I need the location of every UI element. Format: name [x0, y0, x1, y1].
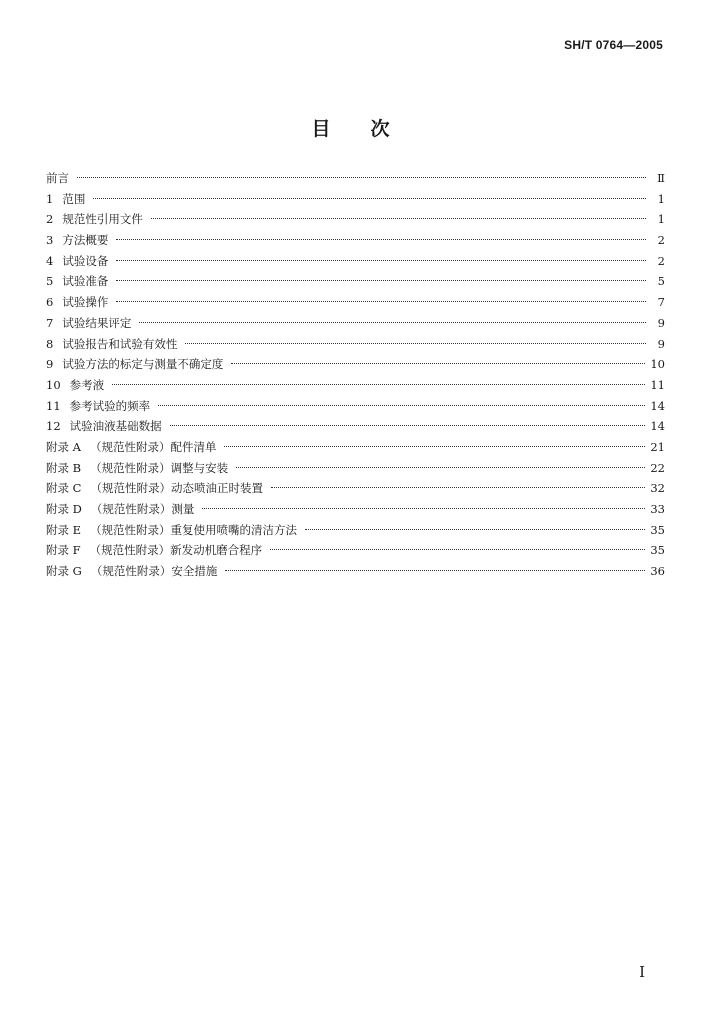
toc-entry-title: 试验方法的标定与测量不确定度	[62, 357, 224, 372]
toc-entry-number: 9	[46, 357, 54, 372]
toc-entry-page: 5	[657, 274, 665, 289]
page-title: 目次	[311, 118, 430, 140]
table-of-contents	[46, 168, 665, 582]
toc-entry-page: 33	[650, 502, 665, 516]
toc-leader-dots	[271, 487, 645, 488]
toc-entry-page: 2	[657, 233, 665, 248]
toc-entry-title: （规范性附录）测量	[90, 502, 195, 516]
toc-entry-title: 方法概要	[62, 233, 109, 248]
toc-entry-page: 9	[657, 336, 665, 351]
toc-entry-number: 6	[46, 295, 54, 310]
toc-entry-title: 范围	[62, 191, 86, 206]
toc-entry[interactable]	[46, 540, 665, 561]
toc-entry-number: 附录 B	[46, 460, 82, 475]
toc-entry[interactable]	[46, 292, 665, 313]
toc-entry[interactable]	[46, 478, 665, 499]
toc-leader-dots	[231, 363, 645, 364]
toc-entry-page: 36	[650, 564, 665, 579]
toc-entry[interactable]	[46, 437, 665, 458]
toc-leader-dots	[116, 239, 646, 240]
toc-entry-page: 22	[650, 460, 665, 475]
toc-leader-dots	[202, 508, 645, 509]
toc-entry-title: 前言	[46, 171, 69, 185]
toc-leader-dots	[93, 198, 646, 199]
toc-entry-title: 试验油液基础数据	[69, 419, 162, 434]
toc-entry-page: 9	[657, 315, 665, 330]
toc-entry-page: 1	[657, 212, 665, 227]
toc-entry[interactable]	[46, 168, 665, 189]
toc-leader-dots	[185, 343, 646, 344]
toc-entry-number: 2	[46, 212, 54, 227]
toc-entry[interactable]	[46, 458, 665, 479]
toc-entry-page: 35	[650, 543, 665, 558]
toc-leader-dots	[116, 280, 646, 281]
toc-entry-page: 7	[657, 295, 665, 310]
toc-leader-dots	[236, 467, 645, 468]
toc-entry-title: 参考试验的频率	[69, 398, 151, 413]
toc-entry[interactable]	[46, 251, 665, 272]
toc-entry-title: 试验操作	[62, 295, 109, 310]
toc-entry-title: （规范性附录）配件清单	[89, 439, 217, 454]
toc-entry-title: 规范性引用文件	[62, 212, 143, 227]
toc-entry-number: 8	[46, 336, 54, 351]
toc-entry[interactable]	[46, 499, 665, 520]
toc-leader-dots	[305, 529, 645, 530]
toc-entry-number: 附录 D	[46, 502, 82, 516]
toc-leader-dots	[112, 384, 645, 385]
toc-entry-page: 2	[657, 253, 665, 268]
toc-entry-number: 附录 F	[46, 543, 81, 558]
toc-entry-title: （规范性附录）调整与安装	[90, 460, 229, 475]
toc-entry-number: 附录 C	[46, 481, 82, 496]
toc-leader-dots	[77, 177, 646, 178]
toc-entry-page: 14	[650, 398, 665, 413]
toc-entry-title: （规范性附录）动态喷油正时装置	[90, 481, 263, 496]
toc-entry[interactable]	[46, 396, 665, 417]
toc-leader-dots	[139, 322, 646, 323]
toc-entry-page: 1	[657, 191, 665, 206]
toc-entry-title: 参考液	[69, 377, 105, 392]
toc-entry[interactable]	[46, 271, 665, 292]
toc-entry-page: 32	[650, 481, 665, 496]
toc-entry-page: 14	[650, 419, 665, 434]
toc-leader-dots	[158, 405, 645, 406]
toc-leader-dots	[270, 549, 645, 550]
toc-entry[interactable]	[46, 354, 665, 375]
toc-entry[interactable]	[46, 520, 665, 541]
toc-entry[interactable]	[46, 416, 665, 437]
toc-entry-number: 附录 E	[46, 522, 82, 537]
toc-entry-title: 试验结果评定	[62, 315, 132, 330]
toc-entry-title: （规范性附录）重复使用喷嘴的清洁方法	[90, 522, 298, 537]
toc-entry-number: 11	[46, 398, 61, 413]
toc-leader-dots	[170, 425, 646, 426]
toc-entry[interactable]	[46, 561, 665, 582]
toc-entry-title: （规范性附录）新发动机磨合程序	[89, 543, 263, 558]
toc-entry-page: 21	[650, 439, 665, 454]
toc-entry[interactable]	[46, 209, 665, 230]
page-number: I	[639, 963, 645, 981]
toc-entry-number: 3	[46, 233, 54, 248]
toc-entry-number: 附录 G	[46, 564, 82, 579]
toc-entry[interactable]	[46, 334, 665, 355]
toc-entry-title: 试验设备	[62, 253, 109, 268]
toc-entry[interactable]	[46, 230, 665, 251]
toc-entry-title: 试验报告和试验有效性	[62, 336, 178, 351]
toc-leader-dots	[225, 570, 645, 571]
toc-entry-number: 5	[46, 274, 54, 289]
toc-entry-number: 附录 A	[46, 439, 81, 454]
toc-entry-number: 12	[46, 419, 61, 434]
toc-entry-number: 1	[46, 191, 54, 206]
toc-leader-dots	[224, 446, 645, 447]
toc-leader-dots	[116, 260, 646, 261]
toc-entry-page: Ⅱ	[657, 171, 665, 185]
toc-leader-dots	[151, 218, 646, 219]
toc-entry[interactable]	[46, 189, 665, 210]
toc-entry[interactable]	[46, 375, 665, 396]
toc-leader-dots	[116, 301, 646, 302]
toc-entry-title: （规范性附录）安全措施	[90, 564, 218, 579]
toc-entry-page: 11	[650, 377, 665, 392]
toc-entry-page: 10	[650, 357, 665, 372]
document-code: SH/T 0764—2005	[564, 38, 663, 52]
toc-entry-page: 35	[650, 522, 665, 537]
toc-entry-number: 10	[46, 377, 61, 392]
toc-entry-number: 4	[46, 253, 54, 268]
toc-entry-number: 7	[46, 315, 54, 330]
toc-entry[interactable]	[46, 313, 665, 334]
toc-entry-title: 试验准备	[62, 274, 109, 289]
